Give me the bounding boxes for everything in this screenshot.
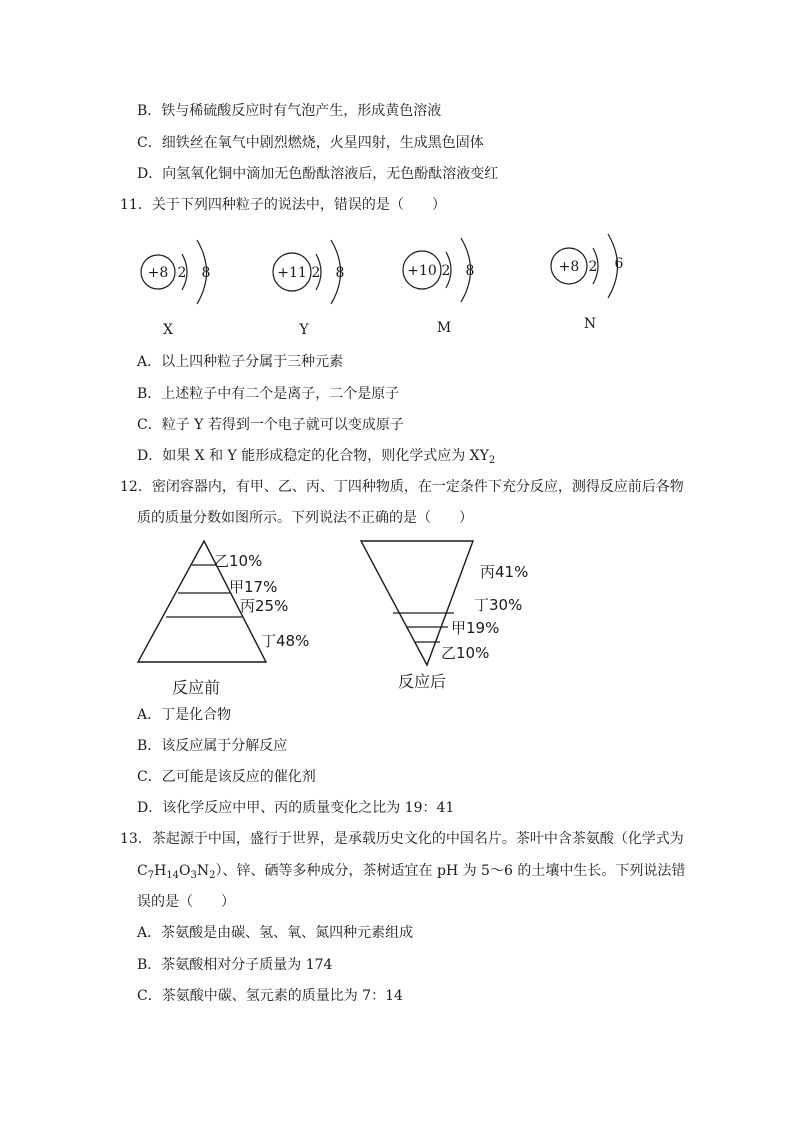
q13-stem-line2 xyxy=(137,861,685,881)
atom-m-label: M xyxy=(436,320,452,336)
q12-option-a: A．丁是化合物 xyxy=(137,707,232,723)
atom-x-shell1: 2 xyxy=(177,265,187,281)
atom-n-nucleus: +8 xyxy=(558,259,580,275)
q13-stem-line3: 误的是（ ） xyxy=(137,894,235,910)
atom-y-shell1: 2 xyxy=(311,265,321,281)
atom-y-nucleus: +11 xyxy=(277,265,307,281)
q13-option-b: B．茶氨酸相对分子质量为 174 xyxy=(137,957,333,973)
atom-n-shell2: 6 xyxy=(614,256,624,272)
before-label-ding: 丁48% xyxy=(261,632,310,650)
atom-m-shell1: 2 xyxy=(441,263,451,279)
atom-n-shell1: 2 xyxy=(588,259,598,275)
before-label-yi: 乙10% xyxy=(214,552,263,570)
after-label-bing: 丙41% xyxy=(480,563,529,581)
pyramid-before-caption: 反应前 xyxy=(172,678,221,697)
atom-y-label: Y xyxy=(299,322,309,338)
q11-option-d xyxy=(137,446,495,466)
q10-option-d: D．向氢氧化铜中滴加无色酚酞溶液后，无色酚酞溶液变红 xyxy=(137,166,499,182)
before-label-bing: 丙25% xyxy=(240,597,289,615)
atom-n-label: N xyxy=(583,316,597,332)
q12-stem-line2: 质的质量分数如图所示。下列说法不正确的是（ ） xyxy=(137,510,473,526)
after-label-yi: 乙10% xyxy=(441,644,490,662)
q10-option-b: B．铁与稀硫酸反应时有气泡产生，形成黄色溶液 xyxy=(137,103,442,119)
atom-diagram-y xyxy=(272,228,362,308)
atom-m-shell2: 8 xyxy=(465,263,475,279)
q13-formula: $C_7H_{14}O_3N_2$ xyxy=(137,863,216,881)
pyramid-after-caption: 反应后 xyxy=(398,672,447,691)
atom-m-nucleus: +10 xyxy=(407,263,437,279)
atom-diagram-m xyxy=(402,226,492,306)
after-label-jia: 甲19% xyxy=(451,619,500,637)
atom-x-label: X xyxy=(163,322,173,338)
q13-stem-line1: 13．茶起源于中国，盛行于世界，是承载历史文化的中国名片。茶叶中含茶氨酸（化学式为 xyxy=(120,831,684,847)
q13-stem-line2-rest: ）、锌、硒等多种成分，茶树适宜在 pH 为 5～6 的土壤中生长。下列说法错 xyxy=(215,863,686,879)
atom-diagram-x xyxy=(140,228,230,308)
before-label-jia: 甲17% xyxy=(229,578,278,596)
atom-diagram-n xyxy=(550,222,640,302)
after-label-ding: 丁30% xyxy=(474,596,523,614)
q11-option-c: C．粒子 Y 若得到一个电子就可以变成原子 xyxy=(137,417,404,433)
q13-option-a: A．茶氨酸是由碳、氢、氧、氮四种元素组成 xyxy=(137,925,414,941)
pyramid-before xyxy=(130,535,330,670)
q11-option-b: B．上述粒子中有二个是离子，二个是原子 xyxy=(137,386,400,402)
q10-option-c: C．细铁丝在氧气中剧烈燃烧，火星四射，生成黑色固体 xyxy=(137,135,484,151)
q12-option-c: C．乙可能是该反应的催化剂 xyxy=(137,769,316,785)
atom-x-nucleus: +8 xyxy=(147,265,169,281)
q13-option-c: C．茶氨酸中碳、氢元素的质量比为 7：14 xyxy=(137,988,403,1004)
q11-option-d-subscript: 2 xyxy=(488,455,496,466)
atom-x-shell2: 8 xyxy=(201,265,211,281)
q11-stem: 11．关于下列四种粒子的说法中，错误的是（ ） xyxy=(120,197,446,213)
atom-y-shell2: 8 xyxy=(335,265,345,281)
q12-stem-line1: 12．密闭容器内，有甲、乙、丙、丁四种物质，在一定条件下充分反应，测得反应前后各物 xyxy=(120,479,684,495)
q11-option-a: A．以上四种粒子分属于三种元素 xyxy=(137,354,344,370)
pyramid-after xyxy=(355,535,555,670)
q11-option-d-text: D．如果 X 和 Y 能形成稳定的化合物，则化学式应为 XY xyxy=(137,448,489,464)
q12-option-d: D．该化学反应中甲、丙的质量变化之比为 19：41 xyxy=(137,800,455,816)
q12-option-b: B．该反应属于分解反应 xyxy=(137,738,288,754)
